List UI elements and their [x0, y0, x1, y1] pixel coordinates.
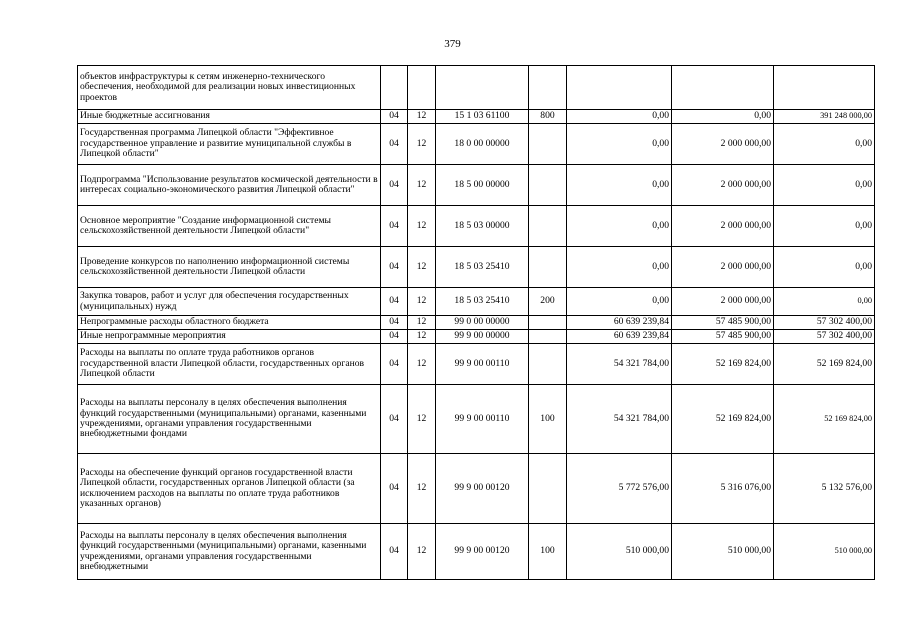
cell-amount-year1: 0,00: [567, 288, 672, 316]
cell-amount-year2: 2 000 000,00: [672, 165, 774, 206]
cell-podrazdel: 12: [408, 288, 436, 316]
cell-razdel: 04: [381, 524, 408, 580]
cell-podrazdel: 12: [408, 110, 436, 124]
cell-amount-year2: 2 000 000,00: [672, 288, 774, 316]
cell-amount-year1: 5 772 576,00: [567, 454, 672, 524]
cell-amount-year2: [672, 66, 774, 110]
cell-razdel: 04: [381, 454, 408, 524]
cell-razdel: 04: [381, 344, 408, 385]
cell-expense-type: [529, 247, 567, 288]
page-number: 379: [444, 38, 461, 50]
cell-expense-type: [529, 206, 567, 247]
cell-razdel: 04: [381, 385, 408, 454]
table-row: [78, 110, 875, 124]
cell-amount-year1: 0,00: [567, 110, 672, 124]
cell-podrazdel: 12: [408, 206, 436, 247]
cell-target-article: [436, 66, 529, 110]
cell-name: Закупка товаров, работ и услуг для обеспечения государственных (муниципальных) нужд: [78, 288, 381, 316]
cell-expense-type: 100: [529, 385, 567, 454]
cell-name: Иные непрограммные мероприятия: [78, 330, 381, 344]
cell-amount-year3: 0,00: [774, 124, 875, 165]
table-row: [78, 385, 875, 454]
cell-podrazdel: [408, 66, 436, 110]
table-row: [78, 454, 875, 524]
cell-amount-year1: 54 321 784,00: [567, 344, 672, 385]
table-row: [78, 330, 875, 344]
cell-amount-year3: 0,00: [774, 206, 875, 247]
cell-amount-year1: 60 639 239,84: [567, 330, 672, 344]
table-row: [78, 524, 875, 580]
cell-podrazdel: 12: [408, 385, 436, 454]
cell-amount-year2: 57 485 900,00: [672, 330, 774, 344]
cell-name: Непрограммные расходы областного бюджета: [78, 316, 381, 330]
cell-expense-type: [529, 316, 567, 330]
cell-razdel: 04: [381, 124, 408, 165]
cell-amount-year1: 0,00: [567, 247, 672, 288]
cell-expense-type: [529, 165, 567, 206]
cell-podrazdel: 12: [408, 344, 436, 385]
table-row: [78, 165, 875, 206]
cell-razdel: 04: [381, 110, 408, 124]
cell-amount-year3: 391 248 000,00: [774, 110, 875, 124]
table-row: [78, 316, 875, 330]
cell-amount-year3: 0,00: [774, 165, 875, 206]
cell-target-article: 99 9 00 00110: [436, 344, 529, 385]
cell-podrazdel: 12: [408, 524, 436, 580]
cell-expense-type: [529, 66, 567, 110]
cell-name: Проведение конкурсов по наполнению информационной системы сельскохозяйственной деятельности Липецкой области: [78, 247, 381, 288]
cell-target-article: 18 5 00 00000: [436, 165, 529, 206]
cell-expense-type: [529, 454, 567, 524]
table-row: [78, 124, 875, 165]
cell-amount-year3: 52 169 824,00: [774, 344, 875, 385]
cell-podrazdel: 12: [408, 165, 436, 206]
cell-razdel: 04: [381, 330, 408, 344]
cell-expense-type: 800: [529, 110, 567, 124]
cell-amount-year1: 0,00: [567, 124, 672, 165]
cell-razdel: 04: [381, 288, 408, 316]
cell-target-article: 99 9 00 00120: [436, 454, 529, 524]
cell-target-article: 18 5 03 00000: [436, 206, 529, 247]
cell-target-article: 18 0 00 00000: [436, 124, 529, 165]
cell-amount-year2: 510 000,00: [672, 524, 774, 580]
cell-amount-year1: 60 639 239,84: [567, 316, 672, 330]
cell-expense-type: [529, 124, 567, 165]
cell-podrazdel: 12: [408, 330, 436, 344]
budget-table: [77, 65, 875, 580]
cell-amount-year1: 54 321 784,00: [567, 385, 672, 454]
table-row: [78, 66, 875, 110]
cell-target-article: 18 5 03 25410: [436, 247, 529, 288]
table-row: [78, 247, 875, 288]
cell-amount-year1: [567, 66, 672, 110]
cell-podrazdel: 12: [408, 247, 436, 288]
cell-amount-year2: 52 169 824,00: [672, 344, 774, 385]
cell-podrazdel: 12: [408, 316, 436, 330]
cell-target-article: 99 9 00 00000: [436, 330, 529, 344]
cell-name: Основное мероприятие "Создание информационной системы сельскохозяйственной деятельности Липецкой области": [78, 206, 381, 247]
cell-target-article: 99 9 00 00110: [436, 385, 529, 454]
cell-amount-year3: [774, 66, 875, 110]
cell-amount-year2: 0,00: [672, 110, 774, 124]
cell-name: Расходы на выплаты персоналу в целях обеспечения выполнения функций государственными (муниципальными) органами, казенными учреждениями, органами управления государственными внебюджетными фондами: [78, 385, 381, 454]
table-row: [78, 288, 875, 316]
cell-amount-year3: 52 169 824,00: [774, 385, 875, 454]
table-row: [78, 206, 875, 247]
cell-name: Расходы на выплаты по оплате труда работников органов государственной власти Липецкой области, государственных органов Липецкой области: [78, 344, 381, 385]
cell-amount-year2: 2 000 000,00: [672, 206, 774, 247]
cell-expense-type: [529, 330, 567, 344]
cell-amount-year1: 510 000,00: [567, 524, 672, 580]
cell-amount-year3: 57 302 400,00: [774, 316, 875, 330]
cell-target-article: 99 9 00 00120: [436, 524, 529, 580]
cell-target-article: 18 5 03 25410: [436, 288, 529, 316]
cell-amount-year2: 2 000 000,00: [672, 124, 774, 165]
cell-expense-type: [529, 344, 567, 385]
cell-podrazdel: 12: [408, 454, 436, 524]
cell-amount-year1: 0,00: [567, 206, 672, 247]
cell-amount-year3: 0,00: [774, 288, 875, 316]
cell-expense-type: 200: [529, 288, 567, 316]
cell-amount-year2: 57 485 900,00: [672, 316, 774, 330]
cell-amount-year3: 57 302 400,00: [774, 330, 875, 344]
cell-razdel: 04: [381, 247, 408, 288]
cell-razdel: 04: [381, 206, 408, 247]
cell-name: Иные бюджетные ассигнования: [78, 110, 381, 124]
cell-amount-year3: 510 000,00: [774, 524, 875, 580]
cell-amount-year1: 0,00: [567, 165, 672, 206]
cell-podrazdel: 12: [408, 124, 436, 165]
cell-name: объектов инфраструктуры к сетям инженерно-технического обеспечения, необходимой для реализации новых инвестиционных проектов: [78, 66, 381, 110]
table-row: [78, 344, 875, 385]
cell-razdel: 04: [381, 316, 408, 330]
cell-name: Государственная программа Липецкой области "Эффективное государственное управление и развитие муниципальной службы в Липецкой области": [78, 124, 381, 165]
cell-razdel: 04: [381, 165, 408, 206]
cell-name: Подпрограмма "Использование результатов космической деятельности в интересах социально-экономического развития Липецкой области": [78, 165, 381, 206]
cell-amount-year2: 5 316 076,00: [672, 454, 774, 524]
cell-amount-year2: 52 169 824,00: [672, 385, 774, 454]
cell-razdel: [381, 66, 408, 110]
cell-amount-year3: 0,00: [774, 247, 875, 288]
cell-name: Расходы на обеспечение функций органов государственной власти Липецкой области, государственных органов Липецкой области (за исключением расходов на выплаты по оплате труда работников указанных органов): [78, 454, 381, 524]
cell-expense-type: 100: [529, 524, 567, 580]
cell-target-article: 99 0 00 00000: [436, 316, 529, 330]
cell-name: Расходы на выплаты персоналу в целях обеспечения выполнения функций государственными (муниципальными) органами, казенными учреждениями, органами управления государственными внебюджетными: [78, 524, 381, 580]
cell-amount-year3: 5 132 576,00: [774, 454, 875, 524]
cell-target-article: 15 1 03 61100: [436, 110, 529, 124]
cell-amount-year2: 2 000 000,00: [672, 247, 774, 288]
